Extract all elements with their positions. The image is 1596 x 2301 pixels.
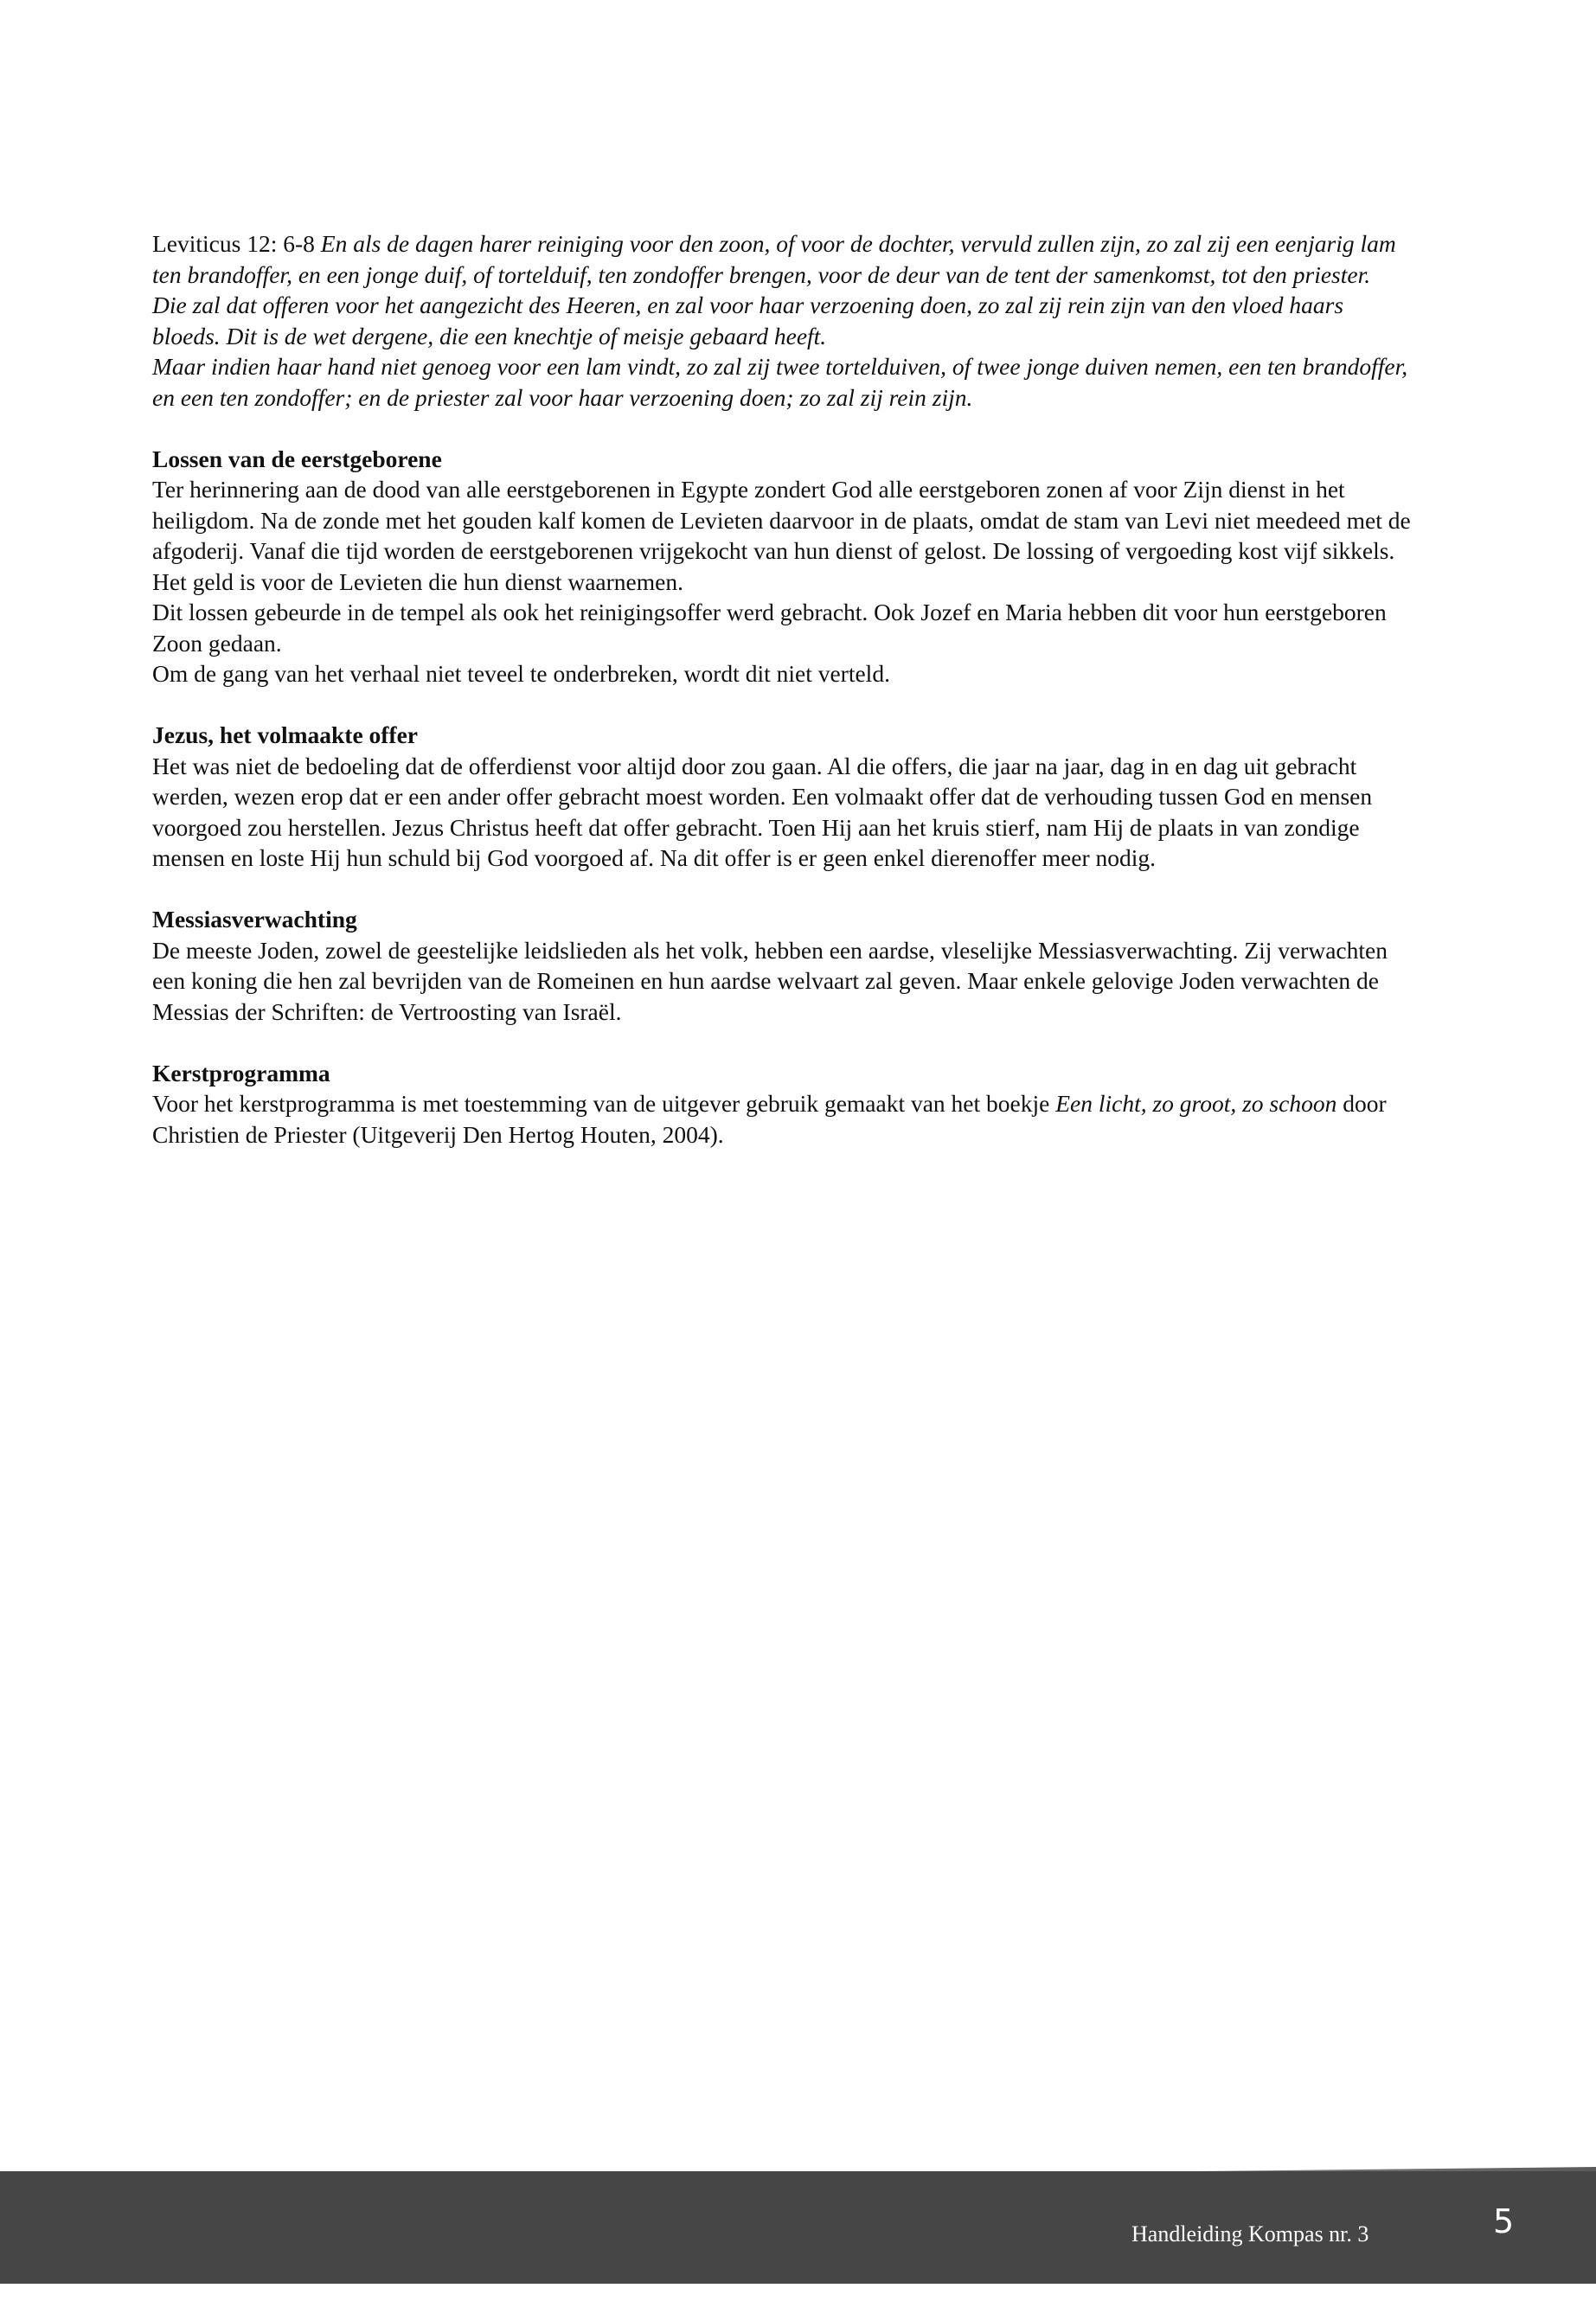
verse-text-2: Die zal dat offeren voor het aangezicht des Heeren, en zal voor haar verzoening doen, zo zal zij rein zijn van den vloed haars bloeds. Dit is de wet dergene, die een knechtje of meisje gebaard heeft. [152,292,1344,349]
section-paragraph: De meeste Joden, zowel de geestelijke leidslieden als het volk, hebben een aardse, vleselijke Messiasverwachting. Zij verwachten een koning die hen zal bevrijden van de Romeinen en hun aardse welvaart zal geven. Maar enkele gelovige Joden verwachten de Messias der Schriften: de Vertroosting van Israël. [152,936,1388,1025]
section-paragraph: Om de gang van het verhaal niet teveel te onderbreken, wordt dit niet verteld. [152,660,890,687]
leviticus-quote [152,228,1415,413]
section-messias [152,904,1415,1027]
section-heading: Kerstprogramma [152,1059,330,1086]
page-number: 5 [1493,2202,1515,2240]
footer-title: Handleiding Kompas nr. 3 [1131,2221,1369,2247]
section-kerst [152,1058,1415,1150]
section-heading: Lossen van de eerstgeborene [152,445,442,472]
section-heading: Messiasverwachting [152,906,357,933]
kerst-text-before: Voor het kerstprogramma is met toestemming van de uitgever gebruik gemaakt van het boekje [152,1090,1050,1117]
scripture-reference: Leviticus 12: 6-8 [152,230,315,257]
book-title: Een licht, zo groot, zo schoon [1055,1090,1337,1117]
kerst-text-after: door Christien de Priester (Uitgeverij Den Hertog Houten, 2004). [152,1090,1387,1148]
verse-text-1: En als de dagen harer reiniging voor den zoon, of voor de dochter, vervuld zullen zijn, zo zal zij een eenjarig lam ten brandoffer, en een jonge duif, of tortelduif, ten zondoffer brengen, voor de deur van de tent der samenkomst, tot den priester. [152,230,1396,288]
section-paragraph [152,1088,1415,1150]
verse-paragraph-1 [152,228,1415,290]
verse-text-3: Maar indien haar hand niet genoeg voor een lam vindt, zo zal zij twee tortelduiven, of twee jonge duiven nemen, een ten brandoffer, en een ten zondoffer; en de priester zal voor haar verzoening doen; zo zal zij rein zijn. [152,353,1408,411]
section-paragraph: Dit lossen gebeurde in de tempel als ook het reinigingsoffer werd gebracht. Ook Jozef en Maria hebben dit voor hun eerstgeboren Zoon gedaan. [152,599,1387,657]
document-body [152,228,1415,1150]
section-paragraph: Het was niet de bedoeling dat de offerdienst voor altijd door zou gaan. Al die offers, die jaar na jaar, dag in en dag uit gebracht werden, wezen erop dat er een ander offer gebracht moest worden. Een volmaakt offer dat de verhouding tussen God en mensen voorgoed zou herstellen. Jezus Christus heeft dat offer gebracht. Toen Hij aan het kruis stierf, nam Hij de plaats in van zondige mensen en loste Hij hun schuld bij God voorgoed af. Na dit offer is er geen enkel dierenoffer meer nodig. [152,752,1373,871]
section-jezus [152,720,1415,874]
section-lossen [152,444,1415,689]
section-paragraph: Ter herinnering aan de dood van alle eerstgeborenen in Egypte zondert God alle eerstgeboren zonen af voor Zijn dienst in het heiligdom. Na de zonde met het gouden kalf komen de Levieten daarvoor in de plaats, omdat de stam van Levi niet meedeed met de afgoderij. Vanaf die tijd worden de eerstgeborenen vrijgekocht van hun dienst of gelost. De lossing of vergoeding kost vijf sikkels. Het geld is voor de Levieten die hun dienst waarnemen. [152,476,1411,595]
section-heading: Jezus, het volmaakte offer [152,721,418,748]
